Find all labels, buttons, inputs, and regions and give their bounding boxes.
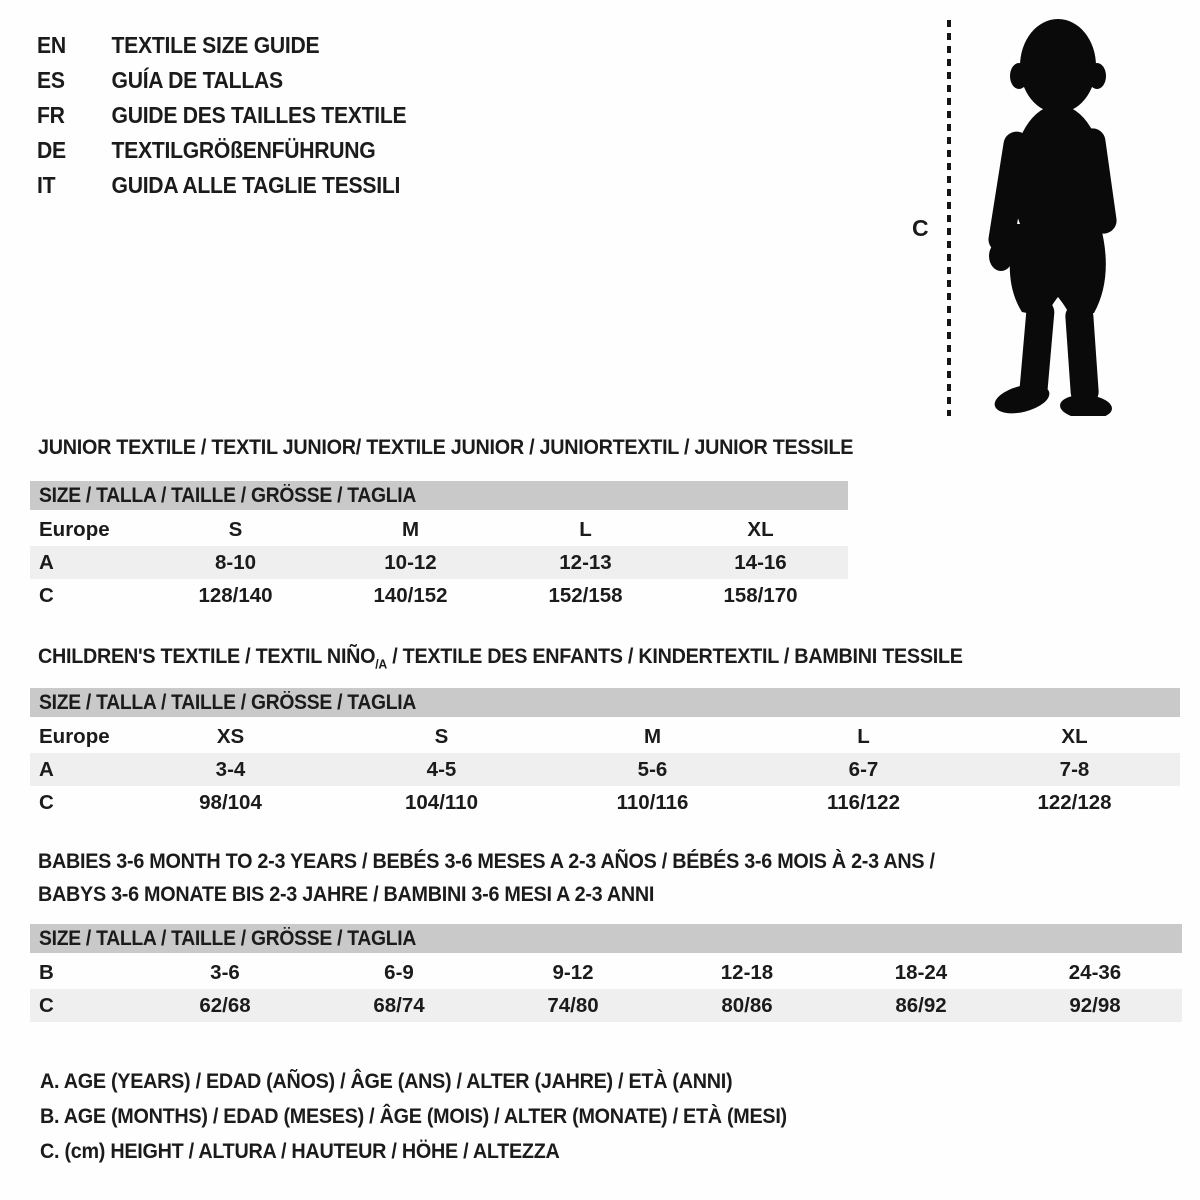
table-cell: 3-6 — [210, 960, 240, 984]
children-title-part: / TEXTILE DES ENFANTS / KINDERTEXTIL / BAMBINI TESSILE — [386, 644, 963, 668]
table-cell: 110/116 — [616, 790, 689, 814]
table-row-height — [30, 989, 1182, 1022]
table-cell: 98/104 — [199, 790, 262, 814]
language-title: TEXTILGRÖßENFÜHRUNG — [111, 137, 376, 163]
table-cell: 7-8 — [1059, 757, 1090, 781]
size-header-label: SIZE / TALLA / TAILLE / GRÖSSE / TAGLIA — [39, 690, 417, 714]
table-cell: L — [579, 517, 592, 541]
table-cell: 4-5 — [426, 757, 457, 781]
table-cell: 6-9 — [384, 960, 414, 984]
size-header-bar — [30, 481, 848, 510]
language-title-list — [37, 28, 406, 203]
table-cell: 152/158 — [548, 583, 623, 607]
junior-section-title: JUNIOR TEXTILE / TEXTIL JUNIOR/ TEXTILE JUNIOR / JUNIORTEXTIL / JUNIOR TESSILE — [38, 435, 854, 459]
table-cell: 8-10 — [214, 550, 257, 574]
row-label: B — [39, 960, 54, 984]
table-cell: XL — [1061, 724, 1088, 748]
language-row — [37, 98, 406, 133]
children-title-subscript: /A — [375, 656, 387, 672]
table-cell: XL — [747, 517, 774, 541]
table-cell: 80/86 — [721, 993, 773, 1017]
table-cell: 74/80 — [547, 993, 599, 1017]
table-cell: 116/122 — [827, 790, 900, 814]
language-row — [37, 168, 406, 203]
babies-section-title-line2: BABYS 3-6 MONATE BIS 2-3 JAHRE / BAMBINI 3-6 MESI A 2-3 ANNI — [38, 882, 655, 906]
row-label: A — [39, 550, 54, 574]
row-label: A — [39, 757, 54, 781]
table-cell: XS — [216, 724, 245, 748]
table-cell: 140/152 — [373, 583, 448, 607]
table-cell: M — [643, 724, 662, 748]
row-label: Europe — [39, 517, 110, 541]
legend-line-height: C. (cm) HEIGHT / ALTURA / HAUTEUR / HÖHE / ALTEZZA — [40, 1139, 560, 1163]
table-row-height — [30, 786, 1180, 819]
babies-size-table — [30, 924, 1182, 1022]
table-row-region — [30, 720, 1180, 753]
table-cell: M — [401, 517, 420, 541]
babies-section-title-line1: BABIES 3-6 MONTH TO 2-3 YEARS / BEBÉS 3-6 MESES A 2-3 AÑOS / BÉBÉS 3-6 MOIS À 2-3 ANS / — [38, 849, 935, 873]
table-cell: S — [228, 517, 243, 541]
children-title-part: CHILDREN'S TEXTILE / TEXTIL NIÑO — [38, 644, 376, 668]
language-title: GUIDE DES TAILLES TEXTILE — [111, 102, 407, 128]
table-cell: 128/140 — [198, 583, 273, 607]
toddler-silhouette-image — [966, 16, 1136, 416]
table-cell: 68/74 — [373, 993, 425, 1017]
table-cell: 10-12 — [384, 550, 437, 574]
table-cell: 14-16 — [734, 550, 787, 574]
legend-line-age-months: B. AGE (MONTHS) / EDAD (MESES) / ÂGE (MOIS) / ALTER (MONATE) / ETÀ (MESI) — [40, 1104, 787, 1128]
row-label: C — [39, 790, 54, 814]
children-size-table — [30, 688, 1180, 819]
table-cell: 86/92 — [895, 993, 947, 1017]
table-cell: 6-7 — [848, 757, 879, 781]
table-cell: 18-24 — [894, 960, 948, 984]
junior-size-table — [30, 481, 848, 612]
table-cell: 92/98 — [1069, 993, 1121, 1017]
table-cell: 12-13 — [559, 550, 612, 574]
size-header-bar — [30, 688, 1180, 717]
table-cell: 62/68 — [199, 993, 251, 1017]
height-measure-dashed-line — [947, 20, 951, 416]
language-code: ES — [37, 67, 65, 93]
height-measure-label: C — [912, 215, 929, 241]
children-section-title — [38, 645, 963, 675]
language-row — [37, 133, 406, 168]
row-label: Europe — [39, 724, 110, 748]
language-code: FR — [37, 102, 65, 128]
legend-line-age-years: A. AGE (YEARS) / EDAD (AÑOS) / ÂGE (ANS) / ALTER (JAHRE) / ETÀ (ANNI) — [40, 1069, 733, 1093]
language-title: GUÍA DE TALLAS — [111, 67, 283, 93]
table-row-age-months — [30, 956, 1182, 989]
table-row-age — [30, 546, 848, 579]
table-cell: S — [434, 724, 449, 748]
language-row — [37, 63, 406, 98]
language-code: EN — [37, 32, 66, 58]
table-cell: 104/110 — [405, 790, 478, 814]
row-label: C — [39, 583, 54, 607]
table-cell: 158/170 — [723, 583, 798, 607]
language-row — [37, 28, 406, 63]
table-row-age — [30, 753, 1180, 786]
table-row-region — [30, 513, 848, 546]
row-label: C — [39, 993, 54, 1017]
language-code: DE — [37, 137, 66, 163]
size-header-label: SIZE / TALLA / TAILLE / GRÖSSE / TAGLIA — [39, 483, 417, 507]
language-title: GUIDA ALLE TAGLIE TESSILI — [111, 172, 401, 198]
language-title: TEXTILE SIZE GUIDE — [111, 32, 320, 58]
table-cell: 9-12 — [552, 960, 594, 984]
language-code: IT — [37, 172, 56, 198]
table-cell: L — [857, 724, 870, 748]
table-cell: 12-18 — [720, 960, 774, 984]
table-cell: 24-36 — [1068, 960, 1122, 984]
table-row-height — [30, 579, 848, 612]
size-header-bar — [30, 924, 1182, 953]
table-cell: 3-4 — [215, 757, 246, 781]
table-cell: 5-6 — [637, 757, 668, 781]
size-header-label: SIZE / TALLA / TAILLE / GRÖSSE / TAGLIA — [39, 926, 417, 950]
table-cell: 122/128 — [1037, 790, 1112, 814]
